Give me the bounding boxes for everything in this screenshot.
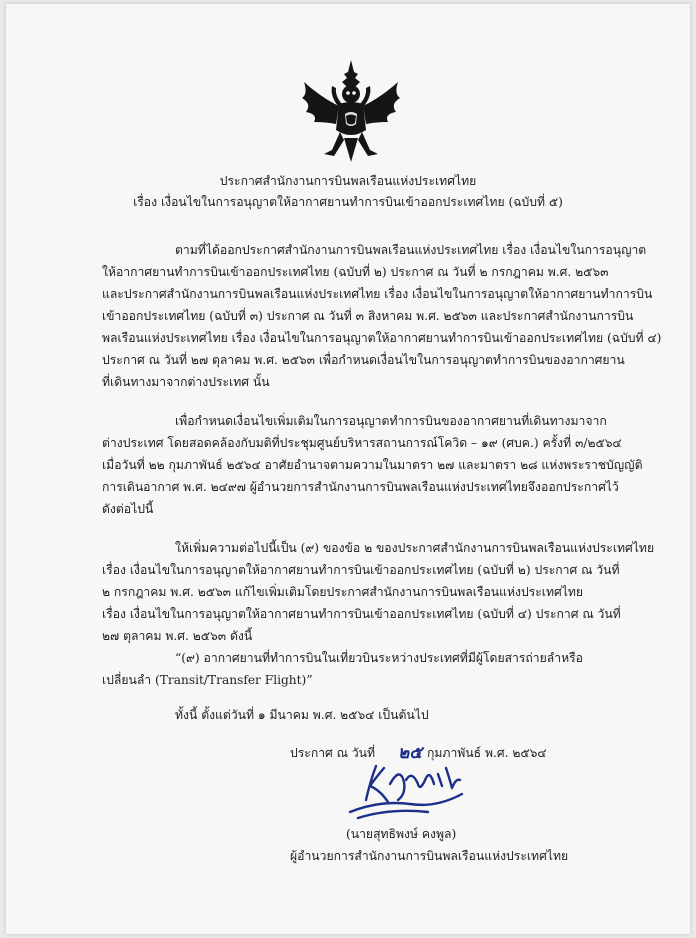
paragraph2-line: การเดินอากาศ พ.ศ. ๒๔๙๗ ผู้อำนวยการสำนักงานการบินพลเรือนแห่งประเทศไทยจึงออกประกาศไว้ bbox=[102, 480, 619, 494]
paragraph3-line: ให้เพิ่มความต่อไปนี้เป็น (๙) ของข้อ ๒ ของประกาศสำนักงานการบินพลเรือนแห่งประเทศไทย bbox=[175, 541, 655, 555]
quoted-clause-line: “(๙) อากาศยานที่ทำการบินในเที่ยวบินระหว่างประเทศที่มีผู้โดยสารถ่ายลำหรือ bbox=[175, 651, 584, 665]
signatory-title: ผู้อำนวยการสำนักงานการบินพลเรือนแห่งประเทศไทย bbox=[290, 849, 569, 863]
announce-date-suffix: กุมภาพันธ์ พ.ศ. ๒๕๖๔ bbox=[427, 746, 547, 760]
effective-date: ทั้งนี้ ตั้งแต่วันที่ ๑ มีนาคม พ.ศ. ๒๕๖๔ เป็นต้นไป bbox=[175, 708, 429, 722]
announce-date-prefix: ประกาศ ณ วันที่ bbox=[290, 746, 376, 760]
paragraph1-line: ที่เดินทางมาจากต่างประเทศ นั้น bbox=[102, 375, 270, 389]
paragraph3-line: ๒ กรกฎาคม พ.ศ. ๒๕๖๓ แก้ไขเพิ่มเติมโดยประกาศสำนักงานการบินพลเรือนแห่งประเทศไทย bbox=[102, 585, 584, 599]
paragraph1-line: ตามที่ได้ออกประกาศสำนักงานการบินพลเรือนแห่งประเทศไทย เรื่อง เงื่อนไขในการอนุญาต bbox=[175, 243, 647, 257]
paragraph3-line: เรื่อง เงื่อนไขในการอนุญาตให้อากาศยานทำการบินเข้าออกประเทศไทย (ฉบับที่ ๔) ประกาศ ณ วันที่ bbox=[102, 607, 621, 621]
paragraph2-line: ดังต่อไปนี้ bbox=[102, 502, 154, 516]
handwritten-day: ๒๕ bbox=[398, 743, 423, 763]
paragraph1-line: ประกาศ ณ วันที่ ๒๗ ตุลาคม พ.ศ. ๒๕๖๓ เพื่อกำหนดเงื่อนไขในการอนุญาตทำการบินของอากาศยาน bbox=[102, 353, 625, 367]
document-title: เรื่อง เงื่อนไขในการอนุญาตให้อากาศยานทำการบินเข้าออกประเทศไทย (ฉบับที่ ๕) bbox=[133, 195, 563, 209]
signatory-name: (นายสุทธิพงษ์ คงพูล) bbox=[346, 827, 457, 841]
signature-icon bbox=[340, 760, 480, 822]
paragraph3-line: เรื่อง เงื่อนไขในการอนุญาตให้อากาศยานทำการบินเข้าออกประเทศไทย (ฉบับที่ ๒) ประกาศ ณ วันที่ bbox=[102, 563, 620, 577]
document-header-line1: ประกาศสำนักงานการบินพลเรือนแห่งประเทศไทย bbox=[219, 174, 477, 188]
paragraph2-line: ต่างประเทศ โดยสอดคล้องกับมติที่ประชุมศูนย์บริหารสถานการณ์โควิด – ๑๙ (ศบค.) ครั้งที่ ๓/๒๕๖๔ bbox=[102, 436, 622, 450]
garuda-emblem-icon bbox=[294, 58, 408, 166]
paragraph1-line: และประกาศสำนักงานการบินพลเรือนแห่งประเทศไทย เรื่อง เงื่อนไขในการอนุญาตให้อากาศยานทำการบิน bbox=[102, 287, 653, 301]
paragraph2-line: เพื่อกำหนดเงื่อนไขเพิ่มเติมในการอนุญาตทำการบินของอากาศยานที่เดินทางมาจาก bbox=[175, 414, 607, 428]
paragraph1-line: เข้าออกประเทศไทย (ฉบับที่ ๓) ประกาศ ณ วันที่ ๓ สิงหาคม พ.ศ. ๒๕๖๓ และประกาศสำนักงานการบิน bbox=[102, 309, 634, 323]
paragraph1-line: พลเรือนแห่งประเทศไทย เรื่อง เงื่อนไขในการอนุญาตให้อากาศยานทำการบินเข้าออกประเทศไทย (ฉบับที่ ๔) bbox=[102, 331, 662, 345]
quoted-clause-line: เปลี่ยนลำ (Transit/Transfer Flight)” bbox=[102, 673, 313, 687]
paragraph3-line: ๒๗ ตุลาคม พ.ศ. ๒๕๖๓ ดังนี้ bbox=[102, 629, 253, 643]
paragraph1-line: ให้อากาศยานทำการบินเข้าออกประเทศไทย (ฉบับที่ ๒) ประกาศ ณ วันที่ ๒ กรกฎาคม พ.ศ. ๒๕๖๓ bbox=[102, 265, 609, 279]
paragraph2-line: เมื่อวันที่ ๒๒ กุมภาพันธ์ ๒๕๖๔ อาศัยอำนาจตามความในมาตรา ๒๗ และมาตรา ๒๘ แห่งพระราชบัญญัติ bbox=[102, 458, 643, 472]
